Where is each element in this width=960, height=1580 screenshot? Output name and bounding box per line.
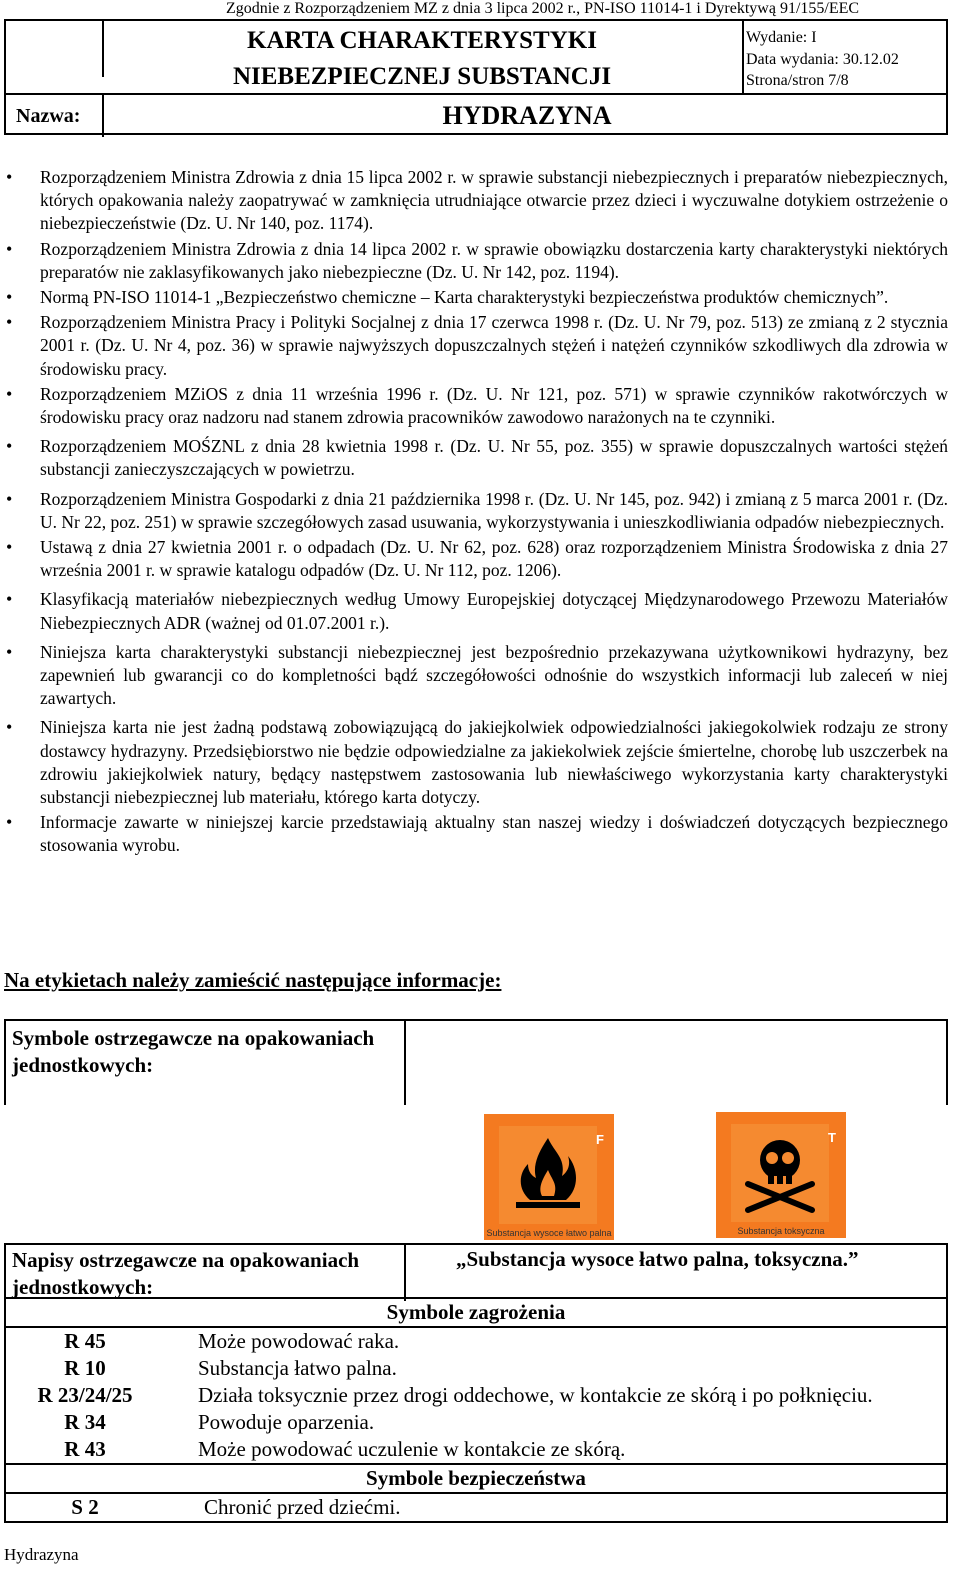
list-item: • Rozporządzeniem Ministra Pracy i Polityki Socjalnej z dnia 17 czerwca 1998 r. (Dz. U. Nr 79, poz. 513) ze zmianą z 2 stycznia 2001 r. (Dz. U. Nr 4, poz. 36) w sprawie najwyższych dopuszczalnych stężeń i natężeń czynników szkodliwych dla zdrowia w środowisku pracy.: [0, 311, 948, 381]
warning-box: [4, 1243, 948, 1300]
table-row: [5, 1409, 947, 1436]
safety-heading: Symbole bezpieczeństwa: [5, 1464, 947, 1493]
list-item: • Informacje zawarte w niniejszej karcie przedstawiają aktualny stan naszej wiedzy i doświadczeń dotyczących bezpiecznego stosowania wyrobu.: [0, 811, 948, 857]
warning-text: „Substancja wysoce łatwo palna, toksyczna.”: [456, 1247, 859, 1271]
table-row: [5, 1493, 947, 1522]
symbols-box: [4, 1019, 948, 1105]
list-item: • Rozporządzeniem Ministra Zdrowia z dnia 14 lipca 2002 r. w sprawie obowiązku dostarczenia karty charakterystyki niektórych preparatów nie zaklasyfikowanych jako niebezpieczne (Dz. U. Nr 142, poz. 1194).: [0, 238, 948, 284]
list-item: • Normą PN-ISO 11014-1 „Bezpieczeństwo chemiczne – Karta charakterystyki bezpieczeństwa produktów chemicznych”.: [0, 286, 948, 309]
references-list: [0, 166, 948, 860]
table-row: [5, 1355, 947, 1382]
footer: Hydrazyna: [4, 1545, 79, 1564]
flame-icon: [504, 1130, 592, 1218]
title-line-2: NIEBEZPIECZNEJ SUBSTANCJI: [232, 63, 612, 90]
hazard-code: R 34: [64, 1410, 106, 1434]
name-label: Nazwa:: [16, 105, 81, 127]
safety-text: Chronić przed dziećmi.: [204, 1495, 401, 1519]
issue-date: Data wydania: 30.12.02: [746, 51, 899, 68]
list-item: • Niniejsza karta nie jest żadną podstawą zobowiązującą do jakiejkolwiek odpowiedzialności jakiegokolwiek rodzaju ze strony dostawcy hydrazyny. Przedsiębiorstwo nie będzie odpowiedzialne za jakiekolwiek zejście śmiertelne, chorobę lub uszczerbek na zdrowiu jakiejkolwiek natury, będący następstwem zastosowania lub niewłaściwego wykorzystania karty charakterystyki substancji niebezpiecznej lub materiału, którego karta dotyczy.: [0, 716, 948, 809]
title-line-1: KARTA CHARAKTERYSTYKI: [247, 27, 597, 54]
toxic-pictogram: [716, 1112, 846, 1238]
document-header: [4, 19, 948, 135]
regulation-note: Zgodnie z Rozporządzeniem MZ z dnia 3 lipca 2002 r., PN-ISO 11014-1 i Dyrektywą 91/155/EEC: [226, 0, 860, 17]
hazard-text: Może powodować raka.: [198, 1329, 400, 1353]
hazard-code: R 43: [64, 1437, 106, 1461]
substance-name: HYDRAZYNA: [442, 101, 612, 130]
skull-crossbones-icon: [734, 1126, 826, 1218]
hazard-text: Substancja łatwo palna.: [198, 1356, 397, 1380]
table-row: [5, 1327, 947, 1355]
hazard-code: R 45: [64, 1329, 106, 1353]
list-item: • Ustawą z dnia 27 kwietnia 2001 r. o odpadach (Dz. U. Nr 62, poz. 628) oraz rozporządzeniem Ministra Środowiska z dnia 27 września 2001 r. w sprawie katalogu odpadów (Dz. U. Nr 112, poz. 1206).: [0, 536, 948, 582]
hazard-text: Powoduje oparzenia.: [198, 1410, 375, 1434]
pictogram-caption: Substancja toksyczna: [737, 1226, 825, 1236]
hazard-heading: Symbole zagrożenia: [5, 1298, 947, 1327]
table-row: [5, 1382, 947, 1409]
warning-label: Napisy ostrzegawcze na opakowaniach jednostkowych:: [12, 1248, 360, 1299]
hazard-code: R 23/24/25: [37, 1383, 133, 1407]
pictogram-letter: F: [596, 1132, 604, 1147]
list-item: • Rozporządzeniem MZiOS z dnia 11 września 1996 r. (Dz. U. Nr 121, poz. 571) w sprawie czynników rakotwórczych w środowisku pracy oraz nadzoru nad stanem zdrowia pracowników zawodowo narażonych na te czynniki.: [0, 383, 948, 429]
list-item: • Rozporządzeniem Ministra Zdrowia z dnia 15 lipca 2002 r. w sprawie substancji niebezpiecznych i preparatów niebezpiecznych, których opakowania należy zaopatrywać w zamknięcia utrudniające otwarcie przez dzieci i wyczuwalne dotykiem ostrzeżenie o niebezpieczeństwie (Dz. U. Nr 140, poz. 1174).: [0, 166, 948, 236]
pictogram-caption: Substancja wysoce łatwo palna: [486, 1228, 612, 1238]
pictogram-letter: T: [828, 1130, 836, 1145]
list-item: • Rozporządzeniem MOŚZNL z dnia 28 kwietnia 1998 r. (Dz. U. Nr 55, poz. 355) w sprawie dopuszczalnych wartości stężeń substancji zanieczyszczających w powietrzu.: [0, 435, 948, 481]
edition: Wydanie: I: [746, 29, 817, 46]
hazard-text: Może powodować uczulenie w kontakcie ze skórą.: [198, 1437, 626, 1461]
hazard-text: Działa toksycznie przez drogi oddechowe, w kontakcie ze skórą i po połknięciu.: [198, 1383, 873, 1407]
list-item: • Rozporządzeniem Ministra Gospodarki z dnia 21 października 1998 r. (Dz. U. Nr 145, poz. 942) i zmianą z 5 marca 2001 r. (Dz. U. Nr 22, poz. 251) w sprawie szczegółowych zasad usuwania, wykorzystywania i unieszkodliwiania odpadów niebezpiecznych.: [0, 488, 948, 534]
list-item: • Niniejsza karta charakterystyki substancji niebezpiecznej jest bezpośrednio przekazywana użytkownikowi hydrazyny, bez zapewnień lub gwarancji co do kompletności bądź szczegółowości odnośnie do wszystkich informacji lub zaleceń w niej zawartych.: [0, 641, 948, 711]
list-item: • Klasyfikacją materiałów niebezpiecznych według Umowy Europejskiej dotyczącej Międzynarodowego Przewozu Materiałów Niebezpiecznych ADR (ważnej od 01.07.2001 r.).: [0, 588, 948, 634]
safety-code: S 2: [71, 1495, 99, 1519]
table-row: [5, 1436, 947, 1464]
hazard-code: R 10: [64, 1356, 106, 1380]
flammable-pictogram: [484, 1114, 614, 1240]
symbols-label: Symbole ostrzegawcze na opakowaniach jednostkowych:: [12, 1026, 375, 1077]
page-number: Strona/stron 7/8: [746, 72, 849, 89]
labels-heading: Na etykietach należy zamieścić następujące informacje:: [4, 968, 502, 992]
phrases-table: [4, 1297, 948, 1523]
